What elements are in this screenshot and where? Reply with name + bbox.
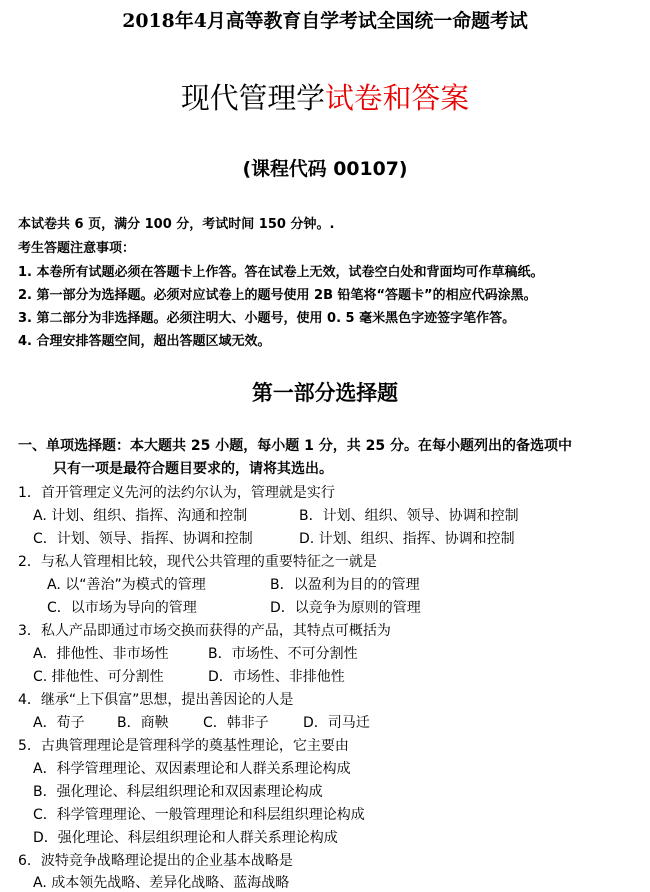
exam-title: 2018年4月高等教育自学考试全国统一命题考试 bbox=[122, 10, 528, 32]
question-stem: 4．继承“上下俱富”思想，提出善因论的人是 bbox=[18, 692, 294, 708]
course-code: (课程代码 00107) bbox=[242, 158, 408, 180]
option-b: B．市场性、不可分割性 bbox=[208, 646, 358, 662]
option-b: B．计划、组织、领导、协调和控制 bbox=[299, 508, 519, 524]
question-stem: 6．波特竞争战略理论提出的企业基本战略是 bbox=[18, 853, 293, 869]
option-c: C．计划、领导、指挥、协调和控制 bbox=[33, 531, 253, 547]
note-item: 4. 合理安排答题空间，超出答题区域无效。 bbox=[18, 334, 271, 349]
question-stem: 5．古典管理理论是管理科学的奠基性理论，它主要由 bbox=[18, 738, 349, 754]
option-a: A．荀子 bbox=[33, 715, 85, 731]
question-stem: 1．首开管理定义先河的法约尔认为，管理就是实行 bbox=[18, 485, 335, 501]
subject-title bbox=[0, 76, 650, 117]
note-item: 2. 第一部分为选择题。必须对应试卷上的题号使用 2B 铅笔将“答题卡”的相应代码涂黑。 bbox=[18, 288, 537, 303]
option-a: A．排他性、非市场性 bbox=[33, 646, 169, 662]
option-c: C．以市场为导向的管理 bbox=[47, 600, 197, 616]
option-a: A．科学管理理论、双因素理论和人群关系理论构成 bbox=[33, 761, 351, 777]
subject-name: 现代管理学 bbox=[180, 81, 325, 115]
option-d: D．司马迁 bbox=[303, 715, 370, 731]
notes-heading: 考生答题注意事项： bbox=[18, 241, 136, 256]
exam-info: 本试卷共 6 页，满分 100 分，考试时间 150 分钟。. bbox=[18, 217, 335, 232]
section-instructions: 一、单项选择题：本大题共 25 小题，每小题 1 分，共 25 分。在每小题列出的备选项中 bbox=[18, 438, 572, 454]
note-item: 3. 第二部分为非选择题。必须注明大、小题号，使用 0. 5 毫米黑色字迹签字笔作答。 bbox=[18, 311, 516, 326]
option-d: D．市场性、非排他性 bbox=[208, 669, 345, 685]
option-b: B．强化理论、科层组织理论和双因素理论构成 bbox=[33, 784, 323, 800]
option-d: D. 计划、组织、指挥、协调和控制 bbox=[299, 531, 515, 547]
part-title: 第一部分选择题 bbox=[251, 380, 399, 405]
question-stem: 3．私人产品即通过市场交换而获得的产品，其特点可概括为 bbox=[18, 623, 391, 639]
option-b: B．商鞅 bbox=[117, 715, 169, 731]
option-d: D．以竞争为原则的管理 bbox=[270, 600, 421, 616]
note-item: 1. 本卷所有试题必须在答题卡上作答。答在试卷上无效，试卷空白处和背面均可作草稿纸。 bbox=[18, 265, 544, 280]
option-a: A. 以“善治”为模式的管理 bbox=[47, 577, 206, 593]
question-stem: 2．与私人管理相比较，现代公共管理的重要特征之一就是 bbox=[18, 554, 377, 570]
option-a: A. 计划、组织、指挥、沟通和控制 bbox=[33, 508, 248, 524]
option-c: C. 排他性、可分割性 bbox=[33, 669, 164, 685]
section-instructions-cont: 只有一项是最符合题目要求的，请将其选出。 bbox=[53, 461, 333, 477]
subject-suffix: 试卷和答案 bbox=[325, 81, 470, 115]
option-b: B．以盈利为目的的管理 bbox=[270, 577, 420, 593]
option-c: C．韩非子 bbox=[203, 715, 269, 731]
option-a: A. 成本领先战略、差异化战略、蓝海战略 bbox=[33, 875, 290, 891]
option-c: C．科学管理理论、一般管理理论和科层组织理论构成 bbox=[33, 807, 365, 823]
option-d: D．强化理论、科层组织理论和人群关系理论构成 bbox=[33, 830, 338, 846]
